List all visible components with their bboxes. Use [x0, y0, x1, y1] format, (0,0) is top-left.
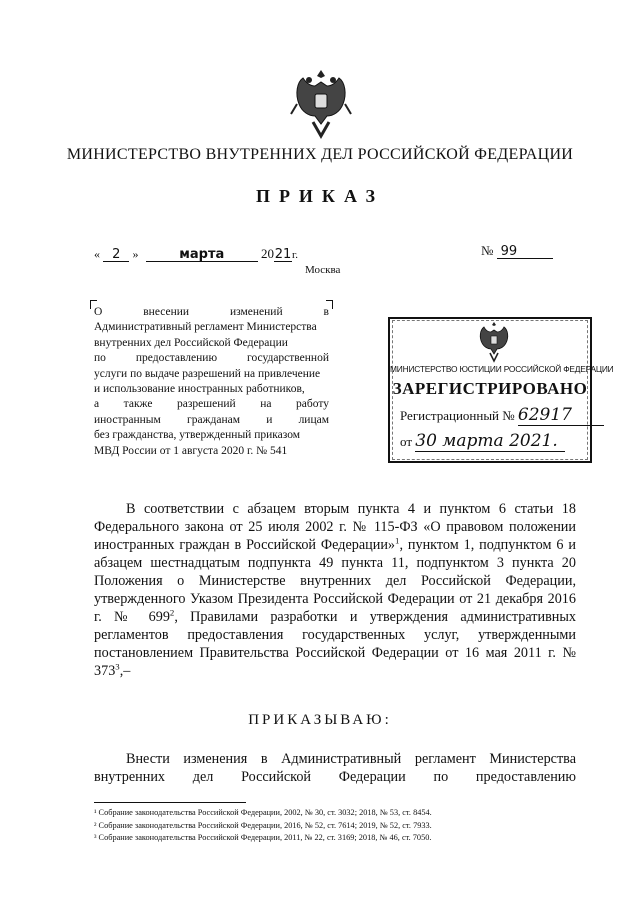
stamp-registration-number [400, 405, 604, 426]
footnotes [94, 807, 576, 845]
document-type-heading: ПРИКАЗ [255, 186, 385, 206]
footnote-ref-2: 2 [169, 607, 175, 618]
preamble-paragraph [94, 500, 576, 680]
stamp-emblem-icon [476, 319, 512, 363]
footnote-separator [94, 802, 246, 803]
stamp-from-label: от [400, 434, 413, 449]
orders-heading: ПРИКАЗЫВАЮ: [248, 712, 392, 728]
title-line: МВД России от 1 августа 2020 г. № 541 [94, 444, 288, 457]
title-line: без гражданства, утвержденный приказом [94, 429, 301, 442]
preamble-text-c: , Правилами разработки и утверждения административных регламентов предоставления государственных услуг, утвержденными постановлением Правительства Российской Федерации от 16 мая 2011 г. № 373 [94, 609, 576, 679]
stamp-reg-number: 62917 [518, 405, 604, 426]
order-number [481, 243, 553, 259]
footnote-item: ¹ Собрание законодательства Российской Федерации, 2002, № 30, ст. 3032; 2018, № 53, ст. 8454. [94, 808, 432, 817]
title-line: внутренних дел Российской Федерации [94, 336, 288, 349]
coat-of-arms-icon [289, 64, 353, 144]
footnote-ref-3: 3 [115, 661, 120, 672]
preamble-text-d: ,– [119, 663, 131, 679]
order-title [94, 305, 329, 459]
title-line: по предоставлению государственной [94, 352, 329, 365]
preamble-text-b: , пунктом 1, подпунктом 6 и абзацем шестнадцатым подпункта 49 пункта 11, подпунктом 3 пункта 20 Положения о Министерстве внутренних дел Российской Федерации, утвержденного Указом Президента Российской Федерации от 21 декабря 2016 г. № 699 [94, 537, 577, 625]
stamp-reg-date: 30 марта 2021. [415, 431, 565, 452]
title-line: и использование иностранных работников, [94, 383, 305, 396]
ministry-name: МИНИСТЕРСТВО ВНУТРЕННИХ ДЕЛ РОССИЙСКОЙ ФЕДЕРАЦИИ [66, 146, 574, 163]
date-open-quote: « [94, 247, 100, 261]
date-month: марта [146, 248, 258, 262]
date-year-suffix: 21 [274, 247, 292, 262]
date-close-quote: » [132, 247, 139, 261]
date-year-prefix: 20 [261, 246, 274, 261]
title-line: а также разрешений на работу [94, 398, 329, 411]
order-paragraph: Внести изменения в Административный регламент Министерства внутренних дел Российской Федерации по предоставлению [94, 751, 576, 785]
date-day: 2 [103, 248, 129, 262]
number-value: 99 [497, 245, 553, 259]
title-line: иностранным гражданам и лицам [94, 413, 329, 426]
footnote-ref-1: 1 [395, 535, 400, 546]
date-year-mark: г. [292, 249, 299, 261]
order-date [94, 246, 298, 262]
preamble-text-a: В соответствии с абзацем вторым пункта 4 и пунктом 6 статьи 18 Федерального закона от 25 июля 2002 г. № 115-ФЗ «О правовом положении иностранных граждан в Российской Федерации» [94, 501, 576, 553]
footnote-item: ² Собрание законодательства Российской Федерации, 2016, № 52, ст. 7614; 2019, № 52, ст. 7933. [94, 820, 432, 830]
stamp-organization: МИНИСТЕРСТВО ЮСТИЦИИ РОССИЙСКОЙ ФЕДЕРАЦИИ [390, 364, 614, 374]
title-line: услуги по выдаче разрешений на привлечение [94, 367, 321, 380]
city: Москва [305, 264, 341, 276]
title-line: О внесении изменений в [94, 306, 329, 318]
stamp-reg-label: Регистрационный № [400, 408, 515, 423]
number-label: № [481, 243, 494, 258]
stamp-status: ЗАРЕГИСТРИРОВАНО [392, 379, 588, 398]
title-line: Административный регламент Министерства [94, 321, 317, 334]
footnote-item: ³ Собрание законодательства Российской Федерации, 2011, № 22, ст. 3169; 2018, № 46, ст. 7050. [94, 833, 432, 842]
stamp-registration-date [400, 431, 565, 452]
